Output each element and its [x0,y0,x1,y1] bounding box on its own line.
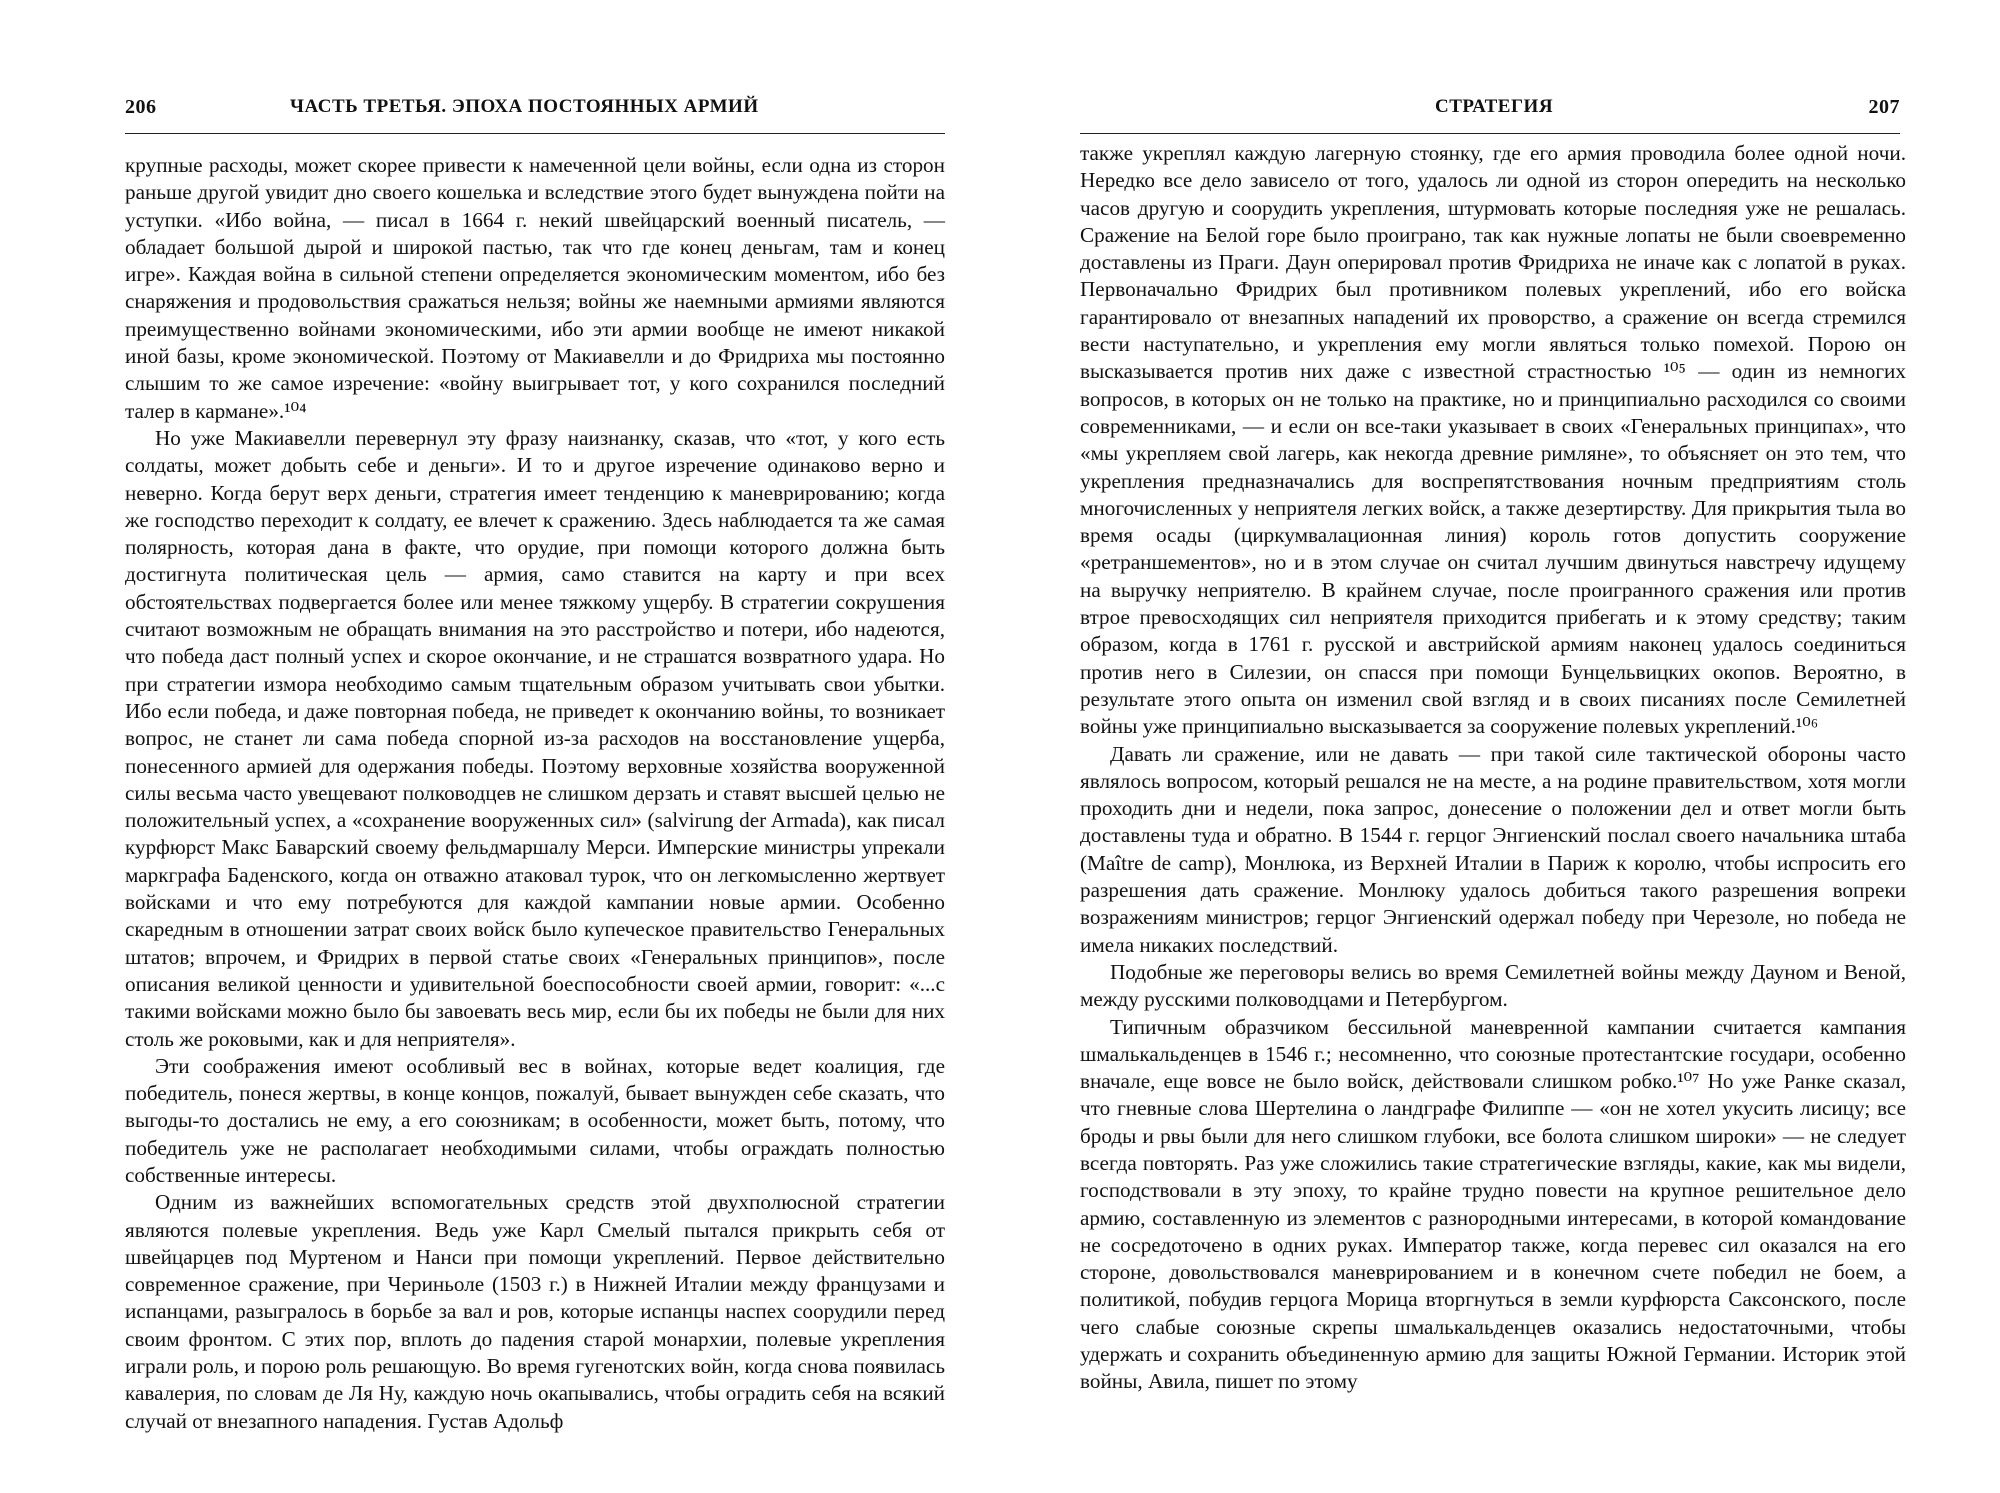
right-running-header [1080,92,1900,134]
paragraph: также укреплял каждую лагерную стоянку, где его армия проводила более одной ночи. Нередко все дело зависело от того, удалось ли одной из сторон опередить на несколько часов другую и соорудить укрепления, штурмовать которые последняя уже не решалась. Сражение на Белой горе было проиграно, так как нужные лопаты не были своевременно доставлены из Праги. Даун оперировал против Фридриха не иначе как с лопатой в руках. Первоначально Фридрих был противником полевых укреплений, ибо его войска гарантировало от внезапных нападений их проворство, а сражение он всегда стремился вести наступательно, и укрепления ему могли являться только помехой. Порою он высказывается против них даже с известной страстностью ¹⁰⁵ — один из немногих вопросов, в которых он не только на практике, но и принципиально расходился со своими современниками, — и если он все-таки указывает в своих «Генеральных принципах», что «мы укрепляем свой лагерь, как некогда древние римляне», то объясняет он это тем, что укрепления предназначались для воспрепятствования ночным предприятиям столь многочисленных у неприятеля легких войск, а также дезертирству. Для прикрытия тыла во время осады (циркумвалационная линия) король готов допустить сооружение «ретраншементов», но и в этом случае он считал лучшим двинуться навстречу идущему на выручку неприятелю. В крайнем случае, после проигранного сражения или против втрое превосходящих сил неприятеля приходится прибегать и к этому средству; таким образом, когда в 1761 г. русской и австрийской армиям наконец удалось соединиться против него в Силезии, он спасся при помощи Бунцельвицких окопов. Вероятно, в результате этого опыта он изменил свой взгляд и в своих писаниях после Семилетней войны уже принципиально высказывается за сооружение полевых укреплений.¹⁰⁶ [1080,141,1906,739]
paragraph: Эти соображения имеют особливый вес в войнах, которые ведет коалиция, где победитель, понеся жертвы, в конце концов, пожалуй, бывает вынужден себе сказать, что выгоды-то достались не ему, а его союзникам; в особенности, может быть, потому, что победитель уже не располагает необходимыми силами, чтобы ограждать полностью собственные интересы. [125,1053,945,1187]
right-page-number: 207 [1868,96,1900,118]
right-body-text [1080,140,1906,1396]
paragraph: крупные расходы, может скорее привести к намеченной цели войны, если одна из сторон раньше другой увидит дно своего кошелька и вследствие этого будет вынуждена пойти на уступки. «Ибо война, — писал в 1664 г. некий швейцарский военный писатель, — обладает большой дырой и широкой пастью, так что где конец деньгам, там и конец игре». Каждая война в сильной степени определяется экономическим моментом, ибо без снаряжения и продовольствия сражаться нельзя; войны же наемными армиями являются преимущественно войнами экономическими, ибо эти армии вообще не имеют никакой иной базы, кроме экономической. Поэтому от Макиавелли и до Фридриха мы постоянно слышим то же самое изречение: «войну выигрывает тот, у кого сохранился последний талер в кармане».¹⁰⁴ [125,153,945,423]
left-header-rule [125,133,945,134]
paragraph: Типичным образчиком бессильной маневренной кампании считается кампания шмалькальденцев в 1546 г.; несомненно, что союзные протестантские государи, особенно вначале, еще вовсе не было войск, действовали слишком робко.¹⁰⁷ Но уже Ранке сказал, что гневные слова Шертелина о ландграфе Филиппе — «он не хотел укусить лисицу; все броды и рвы были для него слишком глубоки, все болота слишком широки» — не следует всегда повторять. Раз уже сложились такие стратегические взгляды, какие, как мы видели, господствовали в эту эпоху, то крайне трудно повести на крупное решительное дело армию, составленную из элементов с разнородными интересами, в которой командование не сосредоточено в одних руках. Император также, когда перевес сил оказался на его стороне, довольствовался маневрированием и в конечном счете победил не боем, а политикой, побудив герцога Морица вторгнуться в земли курфюрста Саксонского, после чего слабые союзные скрепы шмалькальденцев оказались недостаточными, чтобы удержать и сохранить объединенную армию для защиты Южной Германии. Историк этой войны, Авила, пишет по этому [1080,1014,1906,1394]
left-running-head: ЧАСТЬ ТРЕТЬЯ. ЭПОХА ПОСТОЯННЫХ АРМИЙ [290,96,759,117]
paragraph: Подобные же переговоры велись во время Семилетней войны между Дауном и Веной, между русскими полководцами и Петербургом. [1080,959,1906,1012]
paragraph: Но уже Макиавелли перевернул эту фразу наизнанку, сказав, что «тот, у кого есть солдаты, может добыть себе и деньги». И то и другое изречение одинаково верно и неверно. Когда берут верх деньги, стратегия имеет тенденцию к маневрированию; когда же господство переходит к солдату, ее влечет к сражению. Здесь наблюдается та же самая полярность, которая дана в факте, что орудие, при помощи которого должна быть достигнута политическая цель — армия, само ставится на карту и при всех обстоятельствах подвергается более или менее тяжкому ущербу. В стратегии сокрушения считают возможным не обращать внимания на это расстройство и потери, ибо надеются, что победа даст полный успех и скорое окончание, и не страшатся возвратного удара. Но при стратегии измора необходимо самым тщательным образом учитывать свои убытки. Ибо если победа, и даже повторная победа, не приведет к окончанию войны, то возникает вопрос, не станет ли сама победа спорной из-за расходов на восстановление ущерба, понесенного армией для одержания победы. Поэтому верховные хозяйства вооруженной силы весьма часто увещевают полководцев не слишком дерзать и ставят высшей целью не положительный успех, а «сохранение вооруженных сил» (salvirung der Armada), как писал курфюрст Макс Баварский своему фельдмаршалу Мерси. Имперские министры упрекали маркграфа Баденского, когда он отважно атаковал турок, что он легкомысленно жертвует войсками и что ему потребуются для каждой кампании новые армии. Особенно скаредным в отношении затрат своих войск было купеческое правительство Генеральных штатов; впрочем, и Фридрих в первой статье своих «Генеральных принципов», после описания великой ценности и удивительной боеспособности своей армии, говорит: «...с такими войсками можно было бы завоевать весь мир, если бы их победы не были для них столь же роковыми, как и для неприятеля». [125,425,945,1051]
right-running-head: СТРАТЕГИЯ [1435,96,1554,117]
right-header-rule [1080,133,1900,134]
left-body-text [125,152,945,1435]
right-page [1000,0,2000,1493]
paragraph: Одним из важнейших вспомогательных средств этой двухполюсной стратегии являются полевые укрепления. Ведь уже Карл Смелый пытался прикрыть себя от швейцарцев под Муртеном и Нанси при помощи укреплений. Первое действительно современное сражение, при Чериньоле (1503 г.) в Нижней Италии между французами и испанцами, разыгралось в борьбе за вал и ров, которые испанцы наспех соорудили перед своим фронтом. С этих пор, вплоть до падения старой монархии, полевые укрепления играли роль, и порою роль решающую. Во время гугенотских войн, когда снова появилась кавалерия, по словам де Ля Ну, каждую ночь окапывались, чтобы оградить себя на всякий случай от внезапного нападения. Густав Адольф [125,1190,945,1433]
left-running-header [125,92,945,134]
paragraph: Давать ли сражение, или не давать — при такой силе тактической обороны часто являлось вопросом, который решался не на месте, а на родине правительством, хотя могли проходить дни и недели, пока запрос, донесение о положении дел и ответ могли быть доставлены туда и обратно. В 1544 г. герцог Энгиенский послал своего начальника штаба (Maître de camp), Монлюка, из Верхней Италии в Париж к королю, чтобы испросить его разрешения дать сражение. Монлюку удалось добиться такого разрешения вопреки возражениям министров; герцог Энгиенский одержал победу при Черезоле, но победа не имела никаких последствий. [1080,741,1906,957]
left-page-number: 206 [125,96,157,118]
